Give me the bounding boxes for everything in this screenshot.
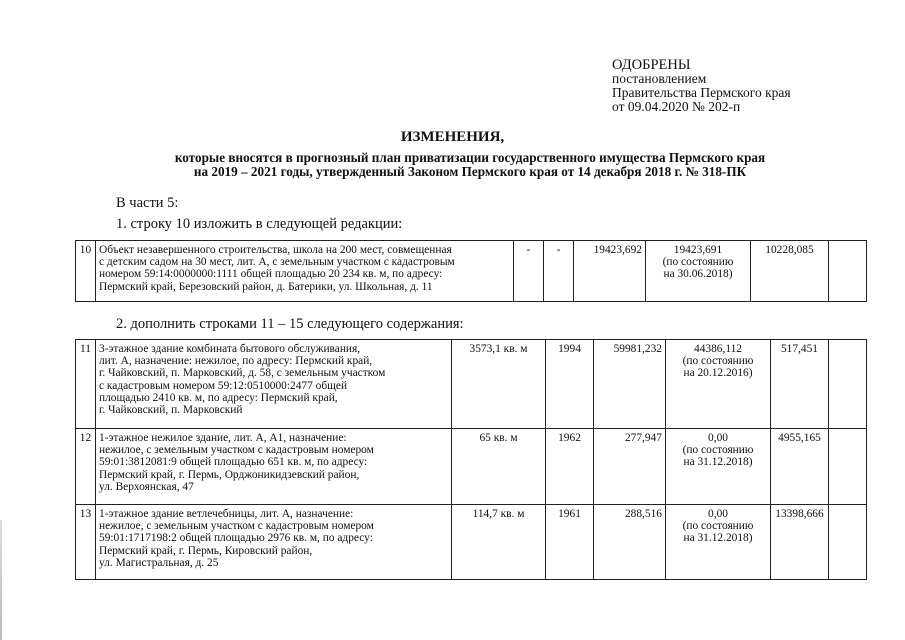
cadastral-value-cell: 10228,085: [751, 241, 829, 302]
area-cell: 114,7 кв. м: [452, 505, 546, 580]
residual-value: 44386,112: [694, 343, 742, 355]
row-number: 10: [76, 241, 96, 302]
description-line: г. Чайковский, п. Марковский: [99, 404, 243, 417]
table-row: [76, 241, 867, 302]
description-line: г. Чайковский, п. Марковский, д. 58, с земельным участком: [99, 367, 386, 380]
residual-value-cell: [666, 505, 771, 580]
description-line: Пермский край, г. Пермь, Орджоникидзевский район,: [99, 468, 360, 481]
document-subtitle: [100, 151, 840, 179]
description-line: лит. А, назначение: нежилое, по адресу: Пермский край,: [99, 355, 373, 368]
year-cell: 1962: [546, 429, 594, 505]
object-description: [96, 429, 452, 505]
residual-value-cell: [666, 340, 771, 429]
area-cell: 65 кв. м: [452, 429, 546, 505]
instruction-2: 2. дополнить строками 11 – 15 следующего содержания:: [116, 316, 464, 332]
residual-value: 0,00: [708, 508, 728, 520]
approval-line: Правительства Пермского края: [612, 85, 791, 100]
subtitle-line: которые вносятся в прогнозный план приватизации государственного имущества Пермского края: [174, 150, 766, 165]
description-line: 3-этажное здание комбината бытового обслуживания,: [99, 343, 361, 355]
approval-title: ОДОБРЕНЫ: [612, 57, 691, 73]
cadastral-value-cell: 517,451: [771, 340, 829, 429]
object-description: [96, 505, 452, 580]
table-rows-11-15: [75, 339, 867, 580]
row-number: 11: [76, 340, 96, 429]
description-line: Пермский край, г. Пермь, Кировский район,: [99, 544, 313, 557]
instruction-1: 1. строку 10 изложить в следующей редакции:: [116, 216, 403, 232]
approval-stamp: [612, 58, 832, 114]
extra-cell: [829, 505, 867, 580]
extra-cell: [829, 241, 867, 302]
subtitle-line: на 2019 – 2021 годы, утвержденный Законом Пермского края от 14 декабря 2018 г. № 318-ПК: [193, 164, 747, 179]
approval-date-line: от 09.04.2020 № 202-п: [612, 99, 741, 114]
residual-note: (по состоянию: [682, 355, 754, 368]
residual-value-cell: [646, 241, 751, 302]
year-cell: 1961: [546, 505, 594, 580]
description-line: Объект незавершенного строительства, школа на 200 мест, совмещенная: [99, 244, 452, 256]
year-cell: 1994: [546, 340, 594, 429]
description-line: нежилое, с земельным участком с кадастровым номером: [99, 444, 374, 457]
residual-note: (по состоянию: [682, 444, 754, 457]
description-line: площадью 2410 кв. м, по адресу: Пермский край,: [99, 391, 338, 404]
object-description: [96, 241, 514, 302]
book-value-cell: 277,947: [594, 429, 666, 505]
description-line: 59:01:1717198:2 общей площадью 2976 кв. м, по адресу:: [99, 532, 373, 545]
book-value-cell: 19423,692: [574, 241, 646, 302]
row-number: 13: [76, 505, 96, 580]
description-line: 1-этажное здание ветлечебницы, лит. А, назначение:: [99, 508, 354, 520]
residual-note: (по состоянию: [682, 520, 754, 533]
object-description: [96, 340, 452, 429]
table-row: [76, 505, 867, 580]
residual-note: на 20.12.2016): [683, 367, 753, 380]
description-line: нежилое, с земельным участком с кадастровым номером: [99, 520, 374, 533]
residual-note: на 31.12.2018): [683, 532, 753, 545]
description-line: номером 59:14:0000000:1111 общей площадью 20 234 кв. м, по адресу:: [99, 268, 443, 281]
description-line: 1-этажное нежилое здание, лит. А, А1, назначение:: [99, 432, 347, 444]
residual-note: на 31.12.2018): [683, 456, 753, 469]
book-value-cell: 288,516: [594, 505, 666, 580]
residual-note: (по состоянию: [662, 256, 734, 269]
description-line: 59:01:3812081:9 общей площадью 651 кв. м, по адресу:: [99, 456, 368, 469]
description-line: ул. Магистральная, д. 25: [99, 556, 219, 569]
description-line: ул. Верхоянская, 47: [99, 480, 194, 493]
description-line: с кадастровым номером 59:12:0510000:2477 общей: [99, 379, 348, 392]
year-cell: -: [544, 241, 574, 302]
description-line: Пермский край, Березовский район, д. Батерики, ул. Школьная, д. 11: [99, 280, 433, 293]
row-number: 12: [76, 429, 96, 505]
cadastral-value-cell: 4955,165: [771, 429, 829, 505]
cadastral-value-cell: 13398,666: [771, 505, 829, 580]
description-line: с детским садом на 30 мест, лит. А, с земельным участком с кадастровым: [99, 256, 455, 269]
area-cell: -: [514, 241, 544, 302]
area-cell: 3573,1 кв. м: [452, 340, 546, 429]
document-title: ИЗМЕНЕНИЯ,: [400, 129, 505, 145]
table-row-10: [75, 240, 867, 302]
extra-cell: [829, 340, 867, 429]
residual-value: 19423,691: [673, 244, 723, 256]
table-row: [76, 340, 867, 429]
scan-edge-shadow: [0, 520, 2, 640]
residual-note: на 30.06.2018): [663, 268, 733, 281]
book-value-cell: 59981,232: [594, 340, 666, 429]
part-heading: В части 5:: [116, 195, 179, 211]
residual-value-cell: [666, 429, 771, 505]
extra-cell: [829, 429, 867, 505]
table-row: [76, 429, 867, 505]
approval-line: постановлением: [612, 71, 707, 86]
residual-value: 0,00: [708, 432, 728, 444]
